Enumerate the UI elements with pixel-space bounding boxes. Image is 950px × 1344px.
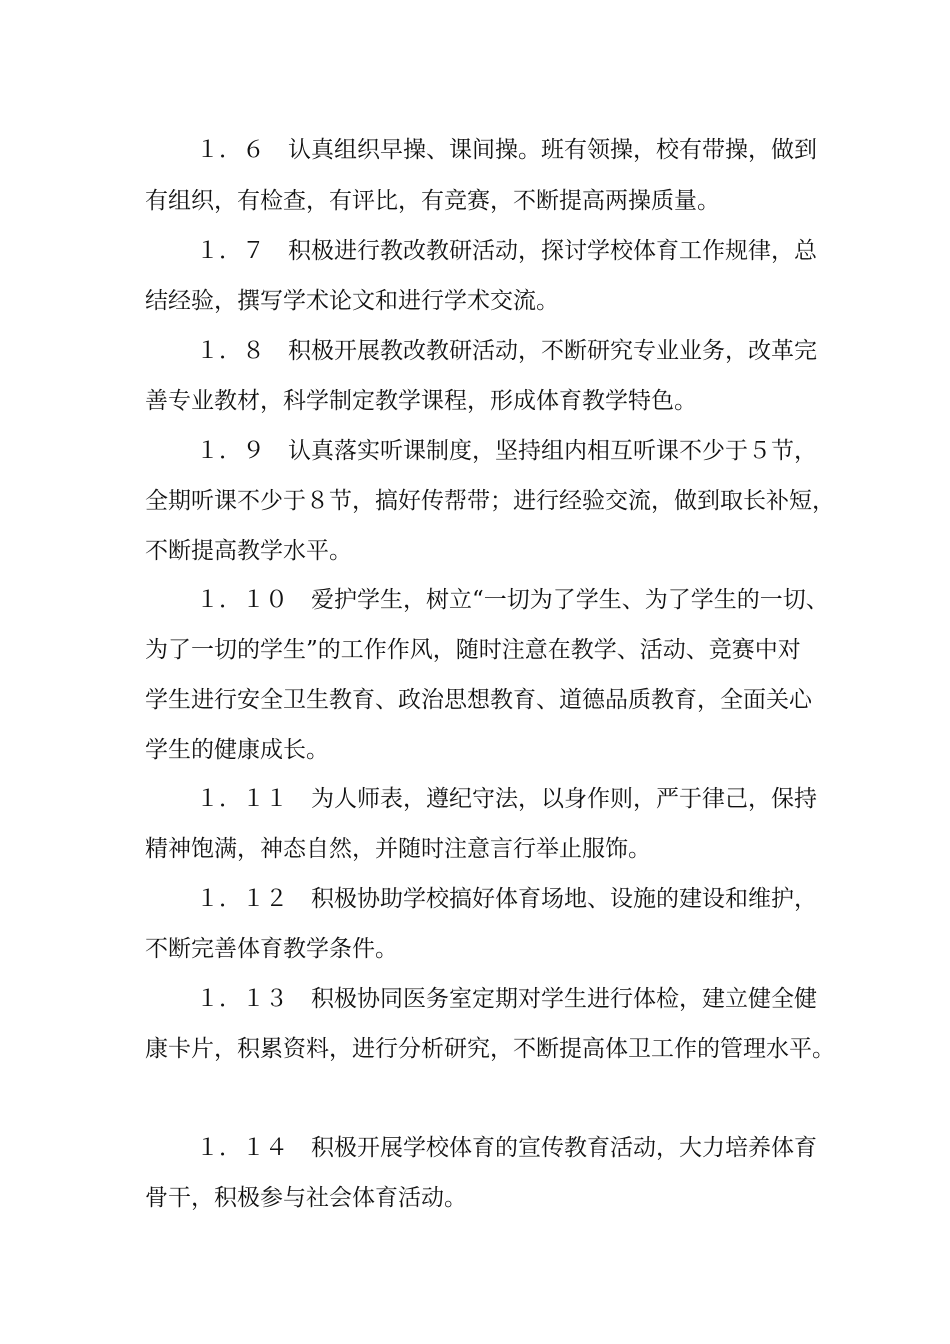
clause-1-11-line-1: １．１１ 为人师表，遵纪守法，以身作则，严于律己，保持 [196, 786, 817, 812]
clause-1-8-line-1: １．８ 积极开展教改教研活动，不断研究专业业务，改革完 [196, 338, 817, 364]
clause-1-14-line-2: 骨干，积极参与社会体育活动。 [145, 1185, 467, 1211]
clause-1-13-line-2: 康卡片，积累资料，进行分析研究，不断提高体卫工作的管理水平。 [145, 1036, 835, 1062]
clause-1-12-line-1: １．１２ 积极协助学校搞好体育场地、设施的建设和维护， [196, 886, 817, 912]
clause-1-14-line-1: １．１４ 积极开展学校体育的宣传教育活动，大力培养体育 [196, 1135, 817, 1161]
clause-1-9-line-3: 不断提高教学水平。 [145, 538, 352, 564]
clause-1-12-line-2: 不断完善体育教学条件。 [145, 936, 398, 962]
clause-1-13-line-1: １．１３ 积极协同医务室定期对学生进行体检，建立健全健 [196, 986, 817, 1012]
clause-1-10-line-4: 学生的健康成长。 [145, 737, 329, 763]
clause-1-10-line-2: 为了一切的学生”的工作作风，随时注意在教学、活动、竞赛中对 [145, 637, 801, 663]
clause-1-6-line-1: １．６ 认真组织早操、课间操。班有领操，校有带操，做到 [196, 137, 817, 163]
clause-1-11-line-2: 精神饱满，神态自然，并随时注意言行举止服饰。 [145, 836, 651, 862]
clause-1-7-line-2: 结经验，撰写学术论文和进行学术交流。 [145, 288, 559, 314]
clause-1-7-line-1: １．７ 积极进行教改教研活动，探讨学校体育工作规律，总 [196, 238, 817, 264]
clause-1-8-line-2: 善专业教材，科学制定教学课程，形成体育教学特色。 [145, 388, 697, 414]
clause-1-10-line-3: 学生进行安全卫生教育、政治思想教育、道德品质教育，全面关心 [145, 687, 812, 713]
clause-1-6-line-2: 有组织，有检查，有评比，有竞赛，不断提高两操质量。 [145, 188, 720, 214]
clause-1-9-line-2: 全期听课不少于８节，搞好传帮带；进行经验交流，做到取长补短， [145, 488, 835, 514]
clause-1-10-line-1: １．１０ 爱护学生，树立“一切为了学生、为了学生的一切、 [196, 587, 829, 613]
clause-1-9-line-1: １．９ 认真落实听课制度，坚持组内相互听课不少于５节， [196, 438, 817, 464]
